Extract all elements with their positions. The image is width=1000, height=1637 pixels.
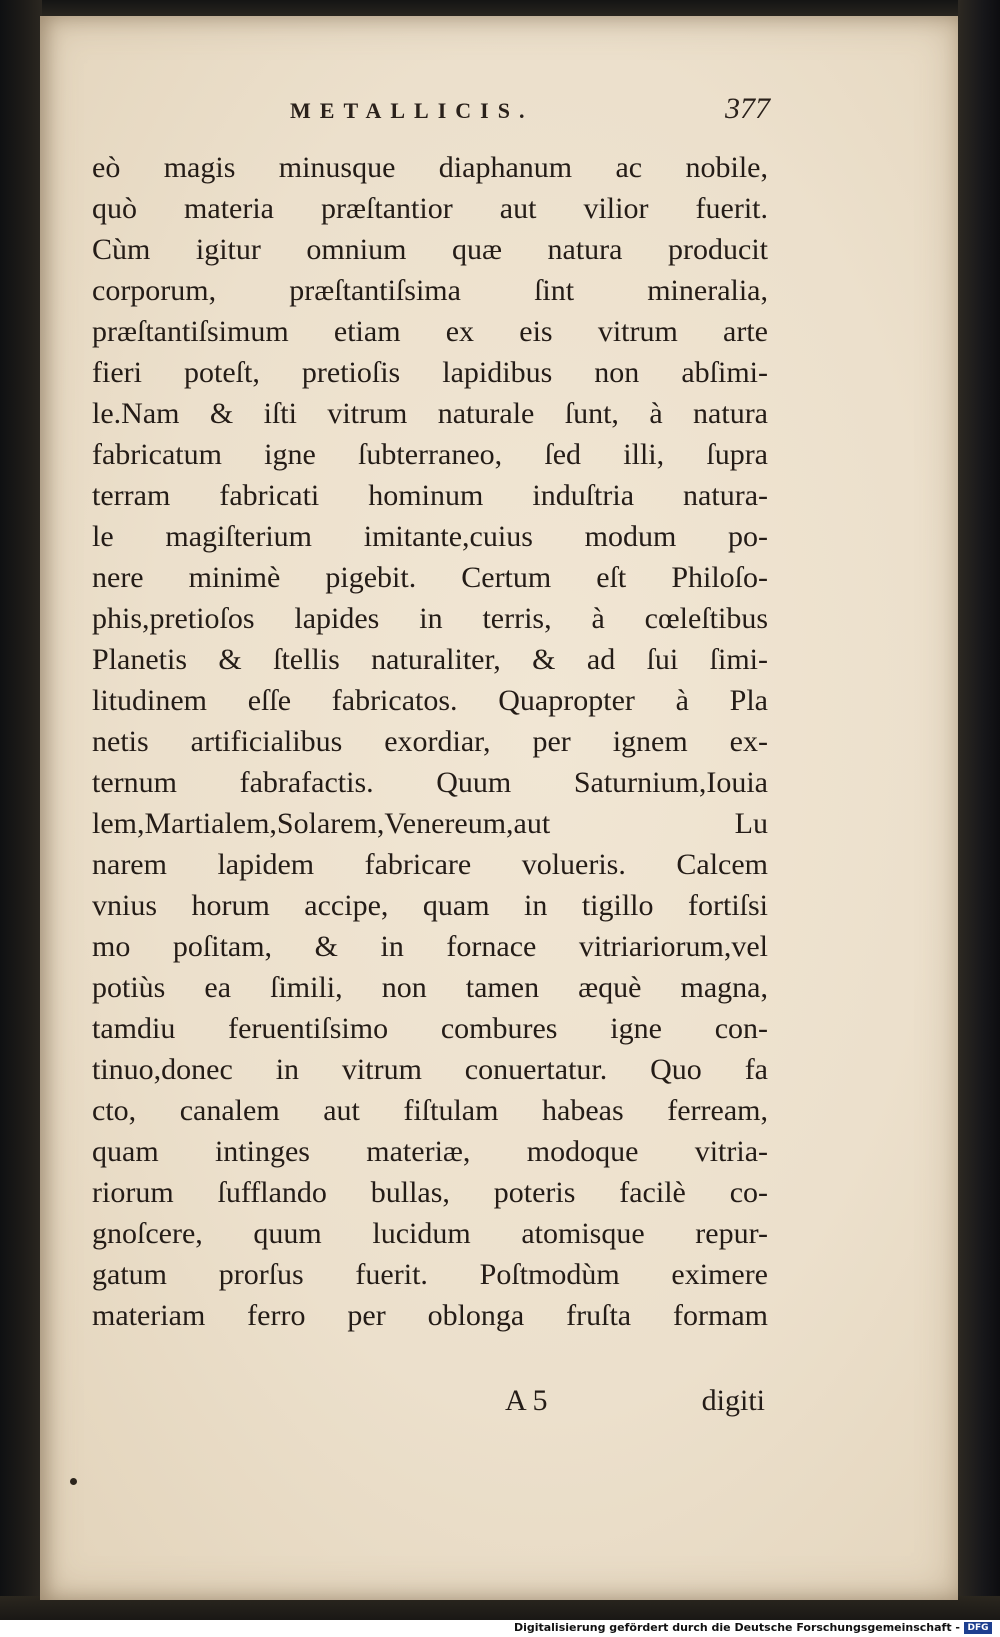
text-line: vnius horum accipe, quam in tigillo fortiſsi (92, 889, 768, 922)
signature-mark: A 5 (505, 1384, 548, 1417)
credit-text: Digitalisierung gefördert durch die Deutsche Forschungsgemeinschaft - (513, 1621, 960, 1634)
catchline (505, 1384, 765, 1428)
text-line: netis artificialibus exordiar, per ignem ex- (92, 725, 768, 758)
text-line: litudinem eſſe fabricatos. Quapropter à Pla (92, 684, 768, 717)
text-line: gnoſcere, quum lucidum atomisque repur- (92, 1217, 768, 1250)
catchword: digiti (701, 1384, 765, 1417)
text-line: cto, canalem aut fiſtulam habeas ferream, (92, 1094, 768, 1127)
text-line: narem lapidem fabricare volueris. Calcem (92, 848, 768, 881)
text-line: le magiſterium imitante,cuius modum po- (92, 520, 768, 553)
running-head: METALLICIS. (290, 98, 534, 123)
text-line: quò materia præſtantior aut vilior fuerit. (92, 192, 768, 225)
text-line: lem,Martialem,Solarem,Venereum,aut Lu (92, 807, 768, 840)
ink-spot (70, 1478, 77, 1485)
text-line: ternum fabrafactis. Quum Saturnium,Iouia (92, 766, 768, 799)
text-line: materiam ferro per oblonga fruſta formam (92, 1299, 768, 1332)
book-cover-edge-left (0, 0, 42, 1620)
text-line: fabricatum igne ſubterraneo, ſed illi, ſupra (92, 438, 768, 471)
text-line: Planetis & ſtellis naturaliter, & ad ſui ſimi- (92, 643, 768, 676)
text-line: terram fabricati hominum induſtria natura- (92, 479, 768, 512)
text-line: tinuo,donec in vitrum conuertatur. Quo fa (92, 1053, 768, 1086)
text-line: nere minimè pigebit. Certum eſt Philoſo- (92, 561, 768, 594)
text-line: præſtantiſsimum etiam ex eis vitrum arte (92, 315, 768, 348)
dfg-logo: DFG (964, 1622, 992, 1634)
page-header (290, 88, 770, 128)
text-line: quam intinges materiæ, modoque vitria- (92, 1135, 768, 1168)
text-line: mo poſitam, & in fornace vitriariorum,vel (92, 930, 768, 963)
text-line: tamdiu feruentiſsimo combures igne con- (92, 1012, 768, 1045)
page-number: 377 (725, 92, 770, 125)
text-line: phis,pretioſos lapides in terris, à cœleſtibus (92, 602, 768, 635)
body-text (92, 147, 768, 1336)
text-line: riorum ſufflando bullas, poteris facilè co- (92, 1176, 768, 1209)
text-line: eò magis minusque diaphanum ac nobile, (92, 151, 768, 184)
text-line: gatum prorſus fuerit. Poſtmodùm eximere (92, 1258, 768, 1291)
digitization-credit-bar (0, 1620, 1000, 1637)
text-line: potiùs ea ſimili, non tamen æquè magna, (92, 971, 768, 1004)
text-line: corporum, præſtantiſsima ſint mineralia, (92, 274, 768, 307)
text-line: le.Nam & iſti vitrum naturale ſunt, à natura (92, 397, 768, 430)
text-line: Cùm igitur omnium quæ natura producit (92, 233, 768, 266)
book-cover-edge-right (958, 0, 1000, 1620)
text-line: fieri poteſt, pretioſis lapidibus non abſimi- (92, 356, 768, 389)
